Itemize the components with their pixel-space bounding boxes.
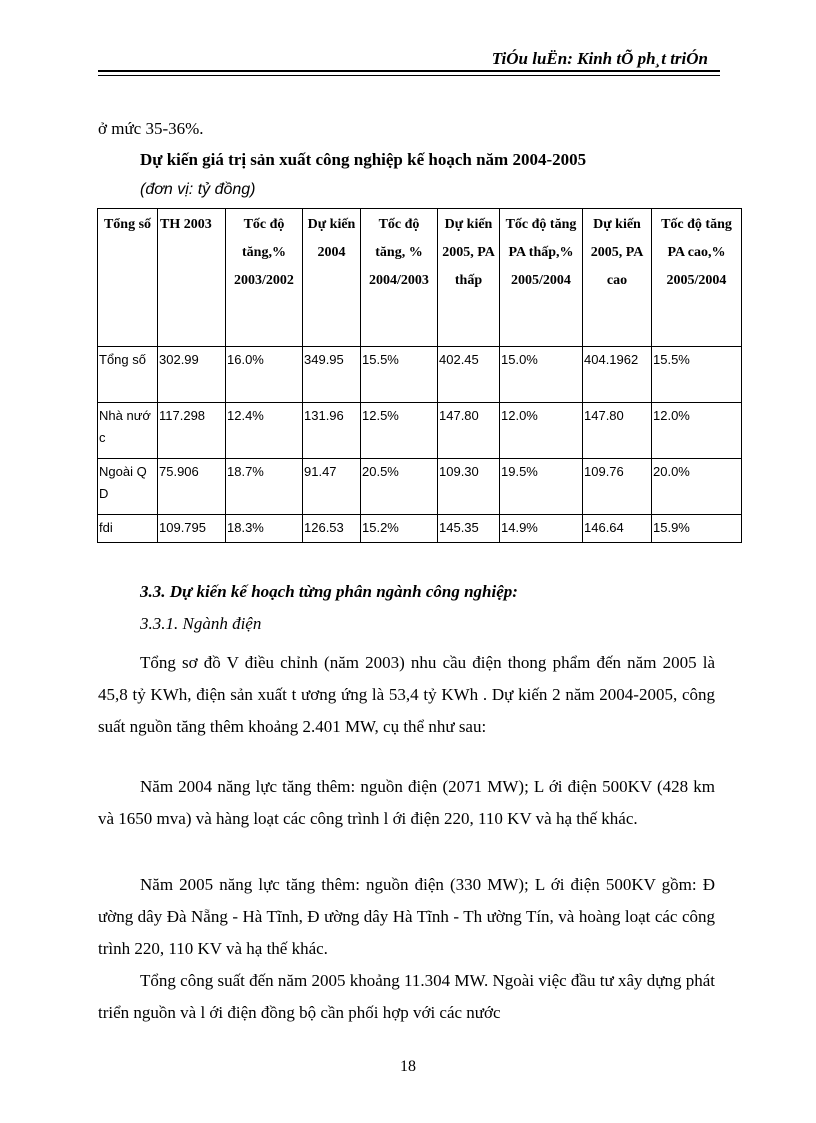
table-cell: fdi	[98, 515, 158, 543]
intro-text: ở mức 35-36%.	[98, 119, 204, 138]
header-cell: TH 2003	[158, 209, 226, 347]
table-cell: 15.5%	[361, 347, 438, 403]
table-cell: Ngoài QD	[98, 459, 158, 515]
table-cell: 402.45	[438, 347, 500, 403]
table-cell: 15.5%	[652, 347, 742, 403]
table-cell: 109.795	[158, 515, 226, 543]
header-cell: Tốc độ tăng, % 2004/2003	[361, 209, 438, 347]
table-cell: 12.4%	[226, 403, 303, 459]
table-cell: Nhà nước	[98, 403, 158, 459]
header-rule-thick	[98, 70, 720, 72]
table-cell: 126.53	[303, 515, 361, 543]
table-cell: 18.3%	[226, 515, 303, 543]
table-row	[98, 459, 742, 515]
table-row	[98, 347, 742, 403]
header-cell: Dự kiến 2005, PA thấp	[438, 209, 500, 347]
table-row	[98, 515, 742, 543]
body-paragraph: Tổng sơ đồ V điều chỉnh (năm 2003) nhu cầu điện thong phẩm đến năm 2005 là 45,8 tỷ KWh, điện sản xuất t ương ứng là 53,4 tỷ KWh . Dự kiến 2 năm 2004-2005, công suất nguồn tăng thêm khoảng 2.401 MW, cụ thể như sau:	[98, 653, 715, 736]
header-cell: Tốc độ tăng,% 2003/2002	[226, 209, 303, 347]
table-title: Dự kiến giá trị sản xuất công nghiệp kế hoạch năm 2004-2005	[140, 150, 587, 169]
table-cell: 147.80	[438, 403, 500, 459]
header-cell: Tốc độ tăng PA cao,% 2005/2004	[652, 209, 742, 347]
table-cell: 15.9%	[652, 515, 742, 543]
table-cell: 14.9%	[500, 515, 583, 543]
table-cell: 109.76	[583, 459, 652, 515]
table-cell: 146.64	[583, 515, 652, 543]
table-cell: 12.0%	[500, 403, 583, 459]
header-rule-thin	[98, 75, 720, 76]
table-cell: 302.99	[158, 347, 226, 403]
table-cell: 145.35	[438, 515, 500, 543]
table-cell: 16.0%	[226, 347, 303, 403]
body-paragraph: Năm 2005 năng lực tăng thêm: nguồn điện (330 MW); L ới điện 500KV gồm: Đ ường dây Đà Nẵng - Hà Tĩnh, Đ ường dây Hà Tĩnh - Th ường Tín, và hoàng loạt các công trình 220, 110 KV và hạ thế khác.	[98, 875, 715, 958]
table-cell: 20.0%	[652, 459, 742, 515]
table-cell: 117.298	[158, 403, 226, 459]
table-cell: Tổng số	[98, 347, 158, 403]
body-paragraph: Tổng công suất đến năm 2005 khoảng 11.304 MW. Ngoài việc đầu tư xây dựng phát triển nguồn và l ới điện đồng bộ cần phối hợp với các nước	[98, 971, 715, 1022]
table-cell: 12.0%	[652, 403, 742, 459]
table-cell: 18.7%	[226, 459, 303, 515]
running-header-title: TiÓu luËn: Kinh tÕ ph¸t triÓn	[491, 49, 708, 68]
header-cell: Tổng số	[98, 209, 158, 347]
production-forecast-table	[97, 208, 742, 543]
table-cell: 15.0%	[500, 347, 583, 403]
table-cell: 19.5%	[500, 459, 583, 515]
table-row	[98, 403, 742, 459]
subsection-heading: 3.3.1. Ngành điện	[140, 614, 262, 633]
header-cell: Dự kiến 2005, PA cao	[583, 209, 652, 347]
table-cell: 109.30	[438, 459, 500, 515]
table-header-row	[98, 209, 742, 347]
page-number: 18	[400, 1058, 416, 1075]
unit-note: (đơn vị: tỷ đồng)	[140, 181, 256, 198]
section-heading: 3.3. Dự kiến kế hoạch từng phân ngành công nghiệp:	[140, 582, 518, 601]
table-cell: 404.1962	[583, 347, 652, 403]
table-cell: 12.5%	[361, 403, 438, 459]
table-cell: 75.906	[158, 459, 226, 515]
header-cell: Dự kiến 2004	[303, 209, 361, 347]
table-cell: 20.5%	[361, 459, 438, 515]
body-paragraph: Năm 2004 năng lực tăng thêm: nguồn điện (2071 MW); L ới điện 500KV (428 km và 1650 mva) và hàng loạt các công trình l ới điện 220, 110 KV và hạ thế khác.	[98, 777, 715, 828]
table-cell: 131.96	[303, 403, 361, 459]
table-cell: 15.2%	[361, 515, 438, 543]
table-cell: 349.95	[303, 347, 361, 403]
table-cell: 91.47	[303, 459, 361, 515]
header-cell: Tốc độ tăng PA thấp,% 2005/2004	[500, 209, 583, 347]
table-cell: 147.80	[583, 403, 652, 459]
